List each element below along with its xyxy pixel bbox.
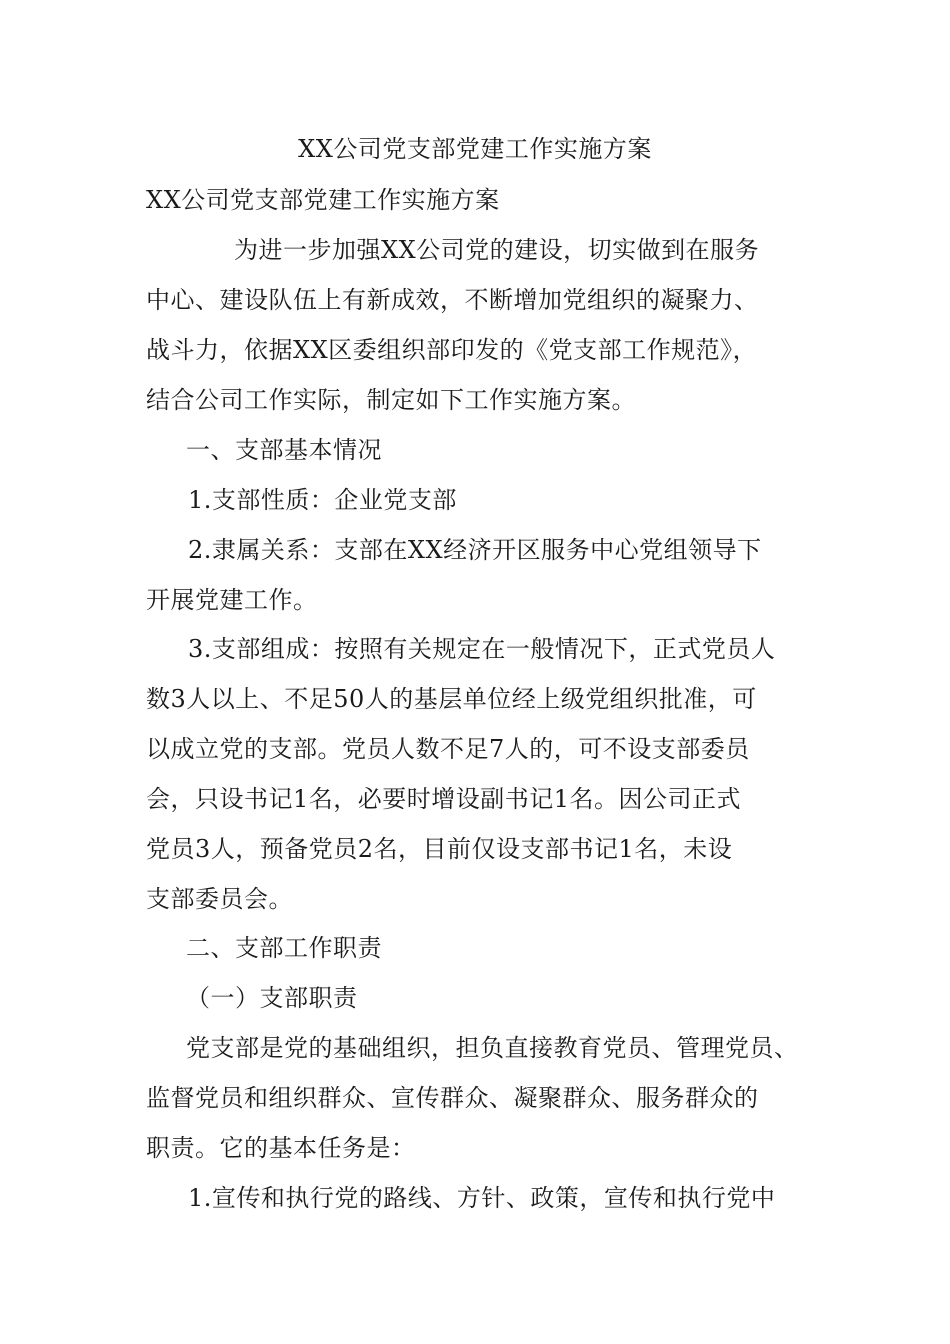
paragraph-line: 战斗力，依据XX区委组织部印发的《党支部工作规范》， <box>146 336 758 364</box>
paragraph-line: 为进一步加强XX公司党的建设，切实做到在服务 <box>234 236 760 264</box>
paragraph-line: 1.支部性质：企业党支部 <box>188 486 457 514</box>
paragraph-line: 开展党建工作。 <box>146 586 318 614</box>
paragraph-line: 党员3人，预备党员2名，目前仅设支部书记1名，未设 <box>146 835 733 863</box>
paragraph-line: 2.隶属关系：支部在XX经济开区服务中心党组领导下 <box>188 536 762 564</box>
paragraph-line: 职责。它的基本任务是： <box>146 1134 416 1162</box>
section-heading: 一、支部基本情况 <box>186 436 382 464</box>
subtitle-line: XX公司党支部党建工作实施方案 <box>146 186 500 214</box>
paragraph-line: 结合公司工作实际，制定如下工作实施方案。 <box>146 386 636 414</box>
paragraph-line: 数3人以上、不足50人的基层单位经上级党组织批准，可 <box>146 685 757 713</box>
section-heading: 二、支部工作职责 <box>186 934 382 962</box>
paragraph-line: 党支部是党的基础组织，担负直接教育党员、管理党员、 <box>186 1034 799 1062</box>
paragraph-line: 3.支部组成：按照有关规定在一般情况下，正式党员人 <box>188 635 776 663</box>
paragraph-line: 以成立党的支部。党员人数不足7人的，可不设支部委员 <box>146 735 750 763</box>
paragraph-line: 会，只设书记1名，必要时增设副书记1名。因公司正式 <box>146 785 742 813</box>
paragraph-line: 中心、建设队伍上有新成效，不断增加党组织的凝聚力、 <box>146 286 759 314</box>
paragraph-line: 监督党员和组织群众、宣传群众、凝聚群众、服务群众的 <box>146 1084 759 1112</box>
subsection-heading: （一）支部职责 <box>186 984 358 1012</box>
page-title: XX公司党支部党建工作实施方案 <box>298 135 652 163</box>
paragraph-line: 1.宣传和执行党的路线、方针、政策，宣传和执行党中 <box>188 1184 776 1212</box>
paragraph-line: 支部委员会。 <box>146 885 293 913</box>
